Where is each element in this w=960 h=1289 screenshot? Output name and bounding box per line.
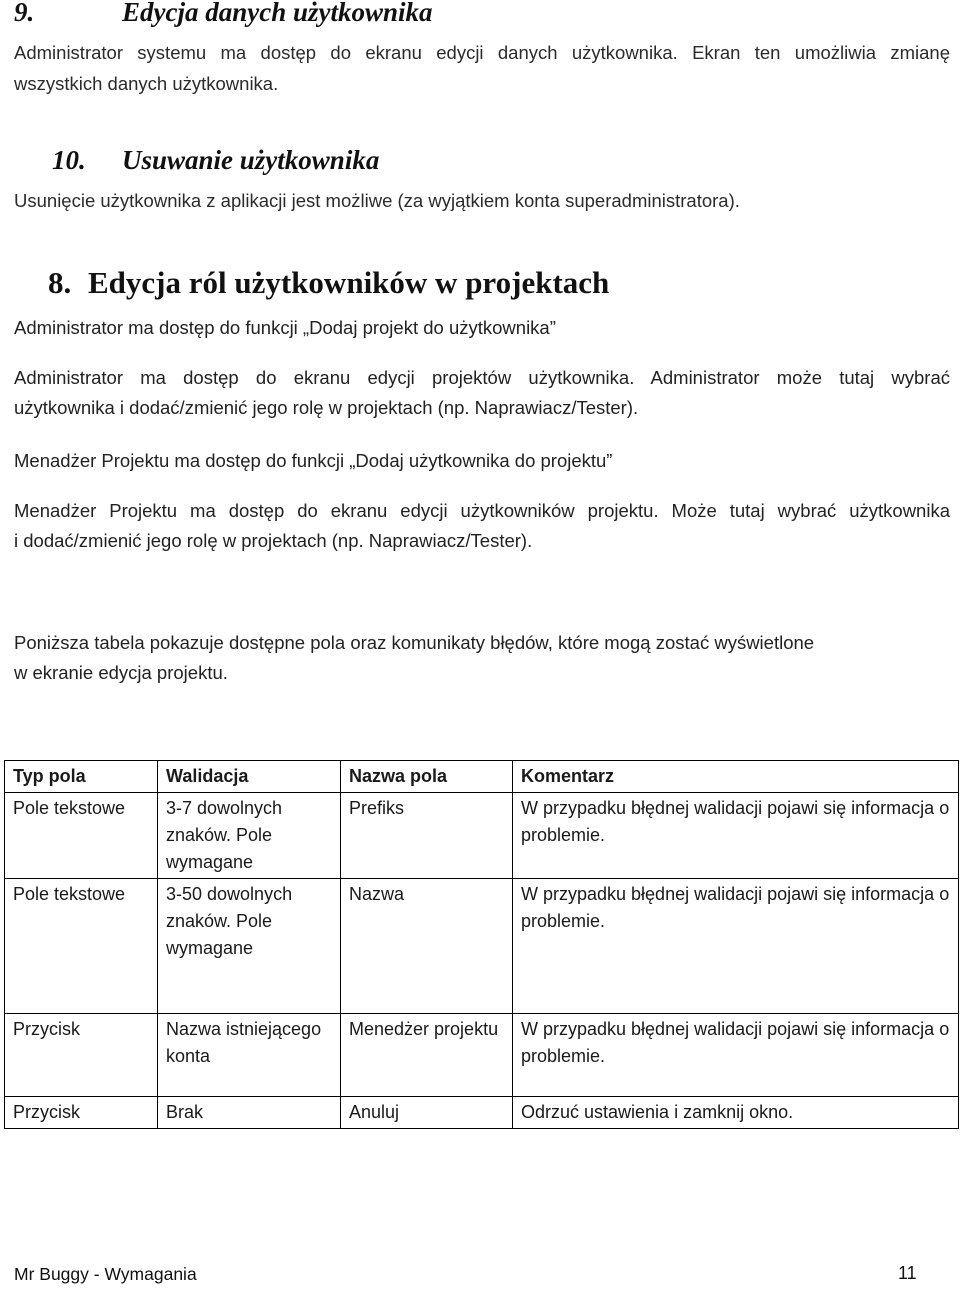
- admin-screen-paragraph-line-2: użytkownika i dodać/zmienić jego rolę w projektach (np. Naprawiacz/Tester).: [14, 397, 639, 418]
- header-field-type: Typ pola: [5, 761, 158, 793]
- cell-comment: Odrzuć ustawienia i zamknij okno.: [513, 1097, 959, 1129]
- section-8-number: 8.: [48, 265, 72, 300]
- section-9-text-line-1: Administrator systemu ma dostęp do ekranu edycji danych użytkownika. Ekran ten umożliwia zmianę: [14, 42, 950, 63]
- manager-function-paragraph: Menadżer Projektu ma dostęp do funkcji „Dodaj użytkownika do projektu”: [14, 450, 613, 471]
- cell-comment: W przypadku błędnej walidacji pojawi się informacja o problemie.: [513, 879, 959, 1014]
- table-row: [5, 879, 959, 1014]
- footer-page-number: 11: [898, 1263, 917, 1283]
- cell-validation: Nazwa istniejącego konta: [158, 1014, 341, 1097]
- admin-screen-paragraph-line-1: Administrator ma dostęp do ekranu edycji projektów użytkownika. Administrator może tutaj wybrać: [14, 367, 950, 388]
- cell-field-name: Anuluj: [341, 1097, 513, 1129]
- section-10-number: 10.: [52, 145, 86, 175]
- cell-field-name: Prefiks: [341, 793, 513, 879]
- table-intro-line-1: Poniższa tabela pokazuje dostępne pola oraz komunikaty błędów, które mogą zostać wyświetlone: [14, 632, 815, 653]
- section-8-title: Edycja ról użytkowników w projektach: [88, 265, 610, 300]
- cell-validation: Brak: [158, 1097, 341, 1129]
- section-9-title: Edycja danych użytkownika: [122, 0, 433, 27]
- manager-screen-paragraph-line-2: i dodać/zmienić jego rolę w projektach (np. Naprawiacz/Tester).: [14, 530, 533, 551]
- table-intro-line-2: w ekranie edycja projektu.: [14, 662, 228, 683]
- footer-document-title: Mr Buggy - Wymagania: [14, 1264, 197, 1284]
- header-validation: Walidacja: [158, 761, 341, 793]
- header-comment: Komentarz: [513, 761, 959, 793]
- cell-comment: W przypadku błędnej walidacji pojawi się informacja o problemie.: [513, 1014, 959, 1097]
- section-9-text-line-2: wszystkich danych użytkownika.: [14, 73, 279, 94]
- cell-validation: 3-50 dowolnych znaków. Pole wymagane: [158, 879, 341, 1014]
- section-10-title: Usuwanie użytkownika: [122, 145, 380, 175]
- manager-screen-paragraph-line-1: Menadżer Projektu ma dostęp do ekranu edycji użytkowników projektu. Może tutaj wybrać użytkownika: [14, 500, 950, 521]
- cell-validation: 3-7 dowolnych znaków. Pole wymagane: [158, 793, 341, 879]
- table-row: [5, 793, 959, 879]
- header-field-name: Nazwa pola: [341, 761, 513, 793]
- cell-field-type: Przycisk: [5, 1014, 158, 1097]
- table-row: [5, 1014, 959, 1097]
- section-10-text: Usunięcie użytkownika z aplikacji jest możliwe (za wyjątkiem konta superadministratora).: [14, 190, 740, 211]
- cell-field-name: Menedżer projektu: [341, 1014, 513, 1097]
- cell-comment: W przypadku błędnej walidacji pojawi się informacja o problemie.: [513, 793, 959, 879]
- cell-field-type: Pole tekstowe: [5, 793, 158, 879]
- admin-function-paragraph: Administrator ma dostęp do funkcji „Dodaj projekt do użytkownika”: [14, 317, 556, 338]
- table-header-row: [5, 761, 959, 793]
- table-row: [5, 1097, 959, 1129]
- cell-field-name: Nazwa: [341, 879, 513, 1014]
- fields-table: [4, 760, 959, 1129]
- section-9-number: 9.: [14, 0, 35, 27]
- cell-field-type: Przycisk: [5, 1097, 158, 1129]
- cell-field-type: Pole tekstowe: [5, 879, 158, 1014]
